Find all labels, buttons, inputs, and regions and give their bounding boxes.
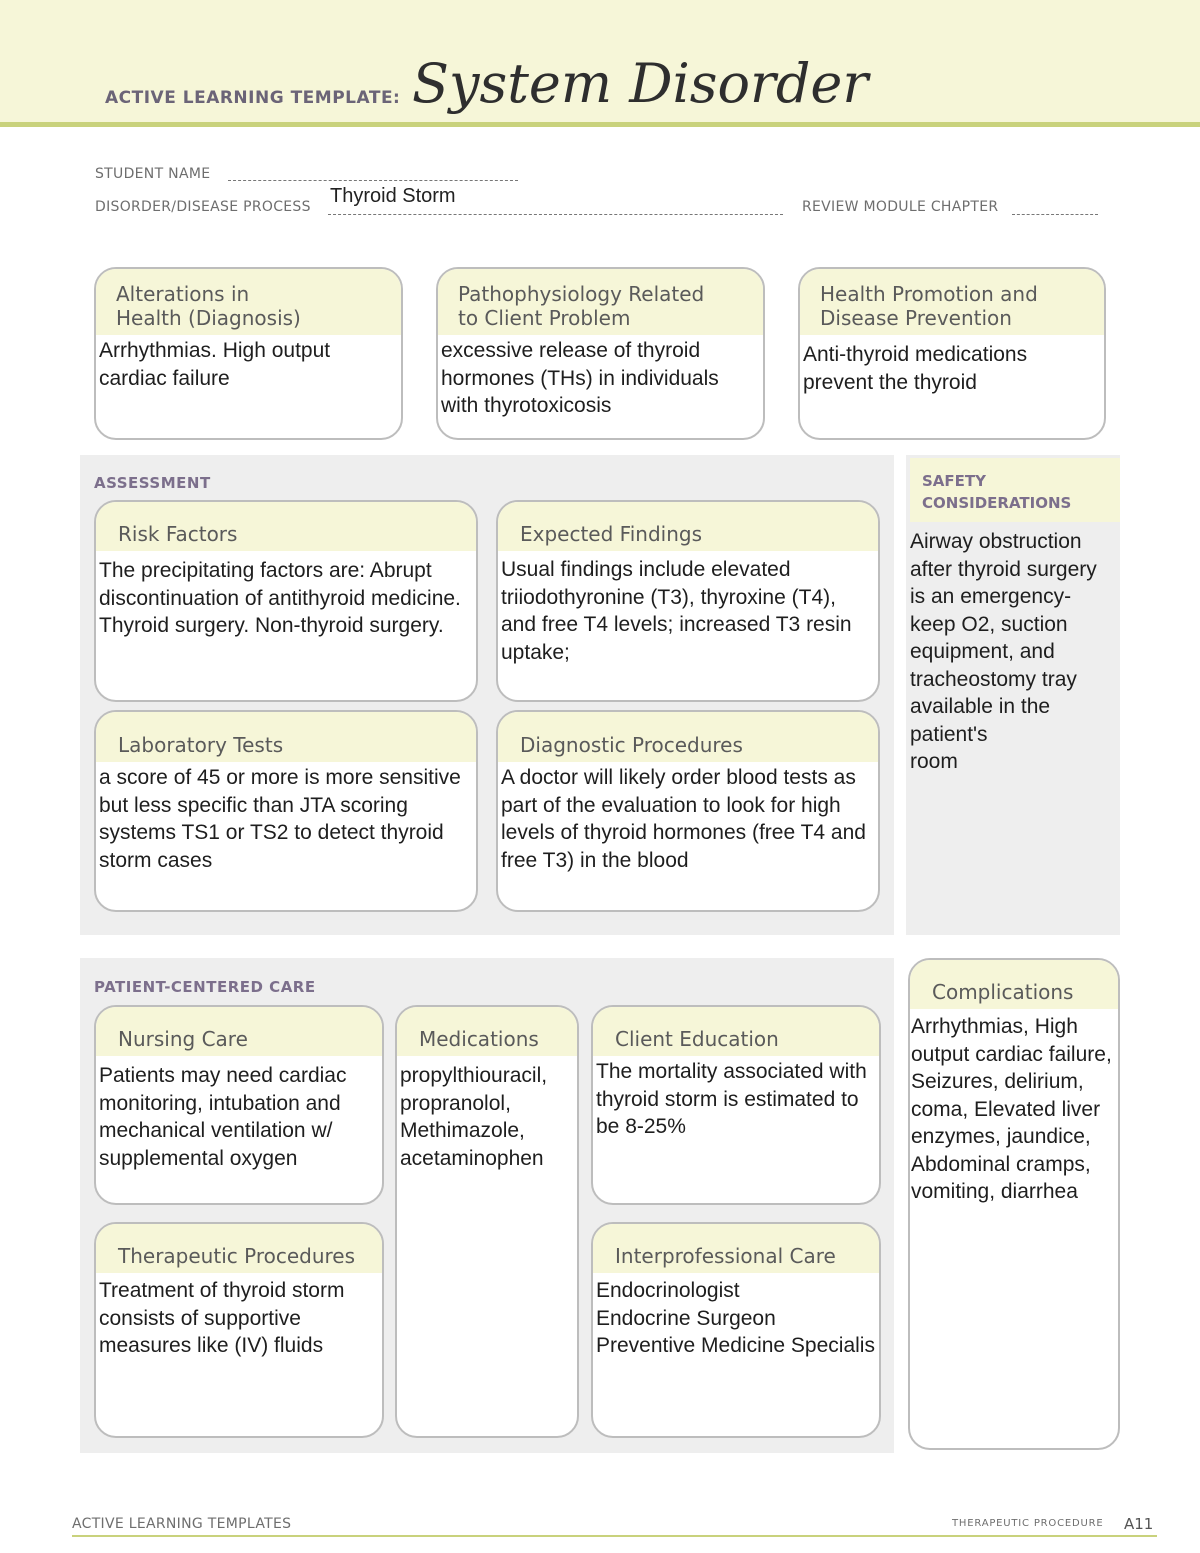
review-module-field[interactable] — [1012, 214, 1098, 215]
header-rule — [0, 122, 1200, 127]
alterations-body[interactable]: Arrhythmias. High output cardiac failure — [99, 339, 331, 390]
nursing-care-box — [94, 1005, 384, 1205]
disorder-field[interactable] — [328, 214, 783, 215]
patient-centered-care-title: PATIENT-CENTERED CARE — [94, 978, 316, 996]
safety-title: SAFETY CONSIDERATIONS — [910, 458, 1120, 522]
expected-findings-title: Expected Findings — [498, 502, 878, 551]
complications-body[interactable]: Arrhythmias, High output cardiac failure, Seizures, delirium, coma, Elevated liver enzymes, jaundice, Abdominal cramps, vomiting, diarrhea — [911, 1015, 1112, 1203]
interprofessional-care-body[interactable]: Endocrinologist Endocrine Surgeon Preventive Medicine Specialis — [596, 1279, 875, 1357]
risk-factors-box — [94, 500, 478, 702]
nursing-care-title: Nursing Care — [96, 1007, 382, 1056]
student-name-label: STUDENT NAME — [95, 166, 211, 182]
safety-body[interactable]: Airway obstruction after thyroid surgery is an emergency-keep O2, suction equipment, and tracheostomy tray available in the patient's room — [910, 530, 1097, 773]
expected-findings-body[interactable]: Usual findings include elevated triiodothyronine (T3), thyroxine (T4), and free T4 levels; increased T3 resin uptake; — [501, 558, 852, 664]
review-module-label: REVIEW MODULE CHAPTER — [802, 199, 999, 215]
diagnostic-procedures-title: Diagnostic Procedures — [498, 712, 878, 762]
pathophysiology-title: Pathophysiology Related to Client Problem — [438, 269, 763, 335]
footer-left-label: ACTIVE LEARNING TEMPLATES — [72, 1516, 292, 1532]
disorder-label: DISORDER/DISEASE PROCESS — [95, 199, 311, 215]
client-education-box — [591, 1005, 881, 1205]
disorder-value: Thyroid Storm — [330, 185, 456, 207]
template-label: ACTIVE LEARNING TEMPLATE: — [105, 88, 401, 108]
complications-title: Complications — [910, 960, 1118, 1009]
interprofessional-care-title: Interprofessional Care — [593, 1224, 879, 1273]
medications-box — [395, 1005, 579, 1438]
footer-rule — [72, 1535, 1157, 1537]
laboratory-tests-box — [94, 710, 478, 912]
diagnostic-procedures-body[interactable]: A doctor will likely order blood tests as part of the evaluation to look for high levels of thyroid hormones (free T4 and free T3) in the blood — [501, 766, 866, 872]
diagnostic-procedures-box — [496, 710, 880, 912]
laboratory-tests-body[interactable]: a score of 45 or more is more sensitive but less specific than JTA scoring systems TS1 or TS2 to detect thyroid storm cases — [99, 766, 461, 872]
risk-factors-body[interactable]: The precipitating factors are: Abrupt discontinuation of antithyroid medicine. Thyroid surgery. Non-thyroid surgery. — [99, 559, 461, 637]
footer-right-label: THERAPEUTIC PROCEDURE — [952, 1518, 1104, 1529]
pathophysiology-body[interactable]: excessive release of thyroid hormones (THs) in individuals with thyrotoxicosis — [441, 339, 719, 417]
health-promotion-box — [798, 267, 1106, 440]
complications-box — [908, 958, 1120, 1450]
laboratory-tests-title: Laboratory Tests — [96, 712, 476, 762]
risk-factors-title: Risk Factors — [96, 502, 476, 551]
alterations-box — [94, 267, 403, 440]
template-title: System Disorder — [412, 52, 869, 115]
pathophysiology-box — [436, 267, 765, 440]
nursing-care-body[interactable]: Patients may need cardiac monitoring, intubation and mechanical ventilation w/ supplemental oxygen — [99, 1064, 347, 1170]
health-promotion-title: Health Promotion and Disease Prevention — [800, 269, 1104, 335]
client-education-body[interactable]: The mortality associated with thyroid storm is estimated to be 8-25% — [596, 1060, 867, 1138]
student-name-field[interactable] — [228, 180, 518, 181]
therapeutic-procedures-box — [94, 1222, 384, 1438]
health-promotion-body[interactable]: Anti-thyroid medications prevent the thyroid — [803, 343, 1028, 394]
assessment-title: ASSESSMENT — [94, 474, 211, 492]
footer-page-code: A11 — [1124, 1515, 1154, 1533]
expected-findings-box — [496, 500, 880, 702]
interprofessional-care-box — [591, 1222, 881, 1438]
medications-body[interactable]: propylthiouracil, propranolol, Methimazole, acetaminophen — [400, 1064, 548, 1170]
medications-title: Medications — [397, 1007, 577, 1056]
therapeutic-procedures-title: Therapeutic Procedures — [96, 1224, 382, 1273]
therapeutic-procedures-body[interactable]: Treatment of thyroid storm consists of supportive measures like (IV) fluids — [99, 1279, 345, 1357]
alterations-title: Alterations in Health (Diagnosis) — [96, 269, 401, 335]
client-education-title: Client Education — [593, 1007, 879, 1056]
